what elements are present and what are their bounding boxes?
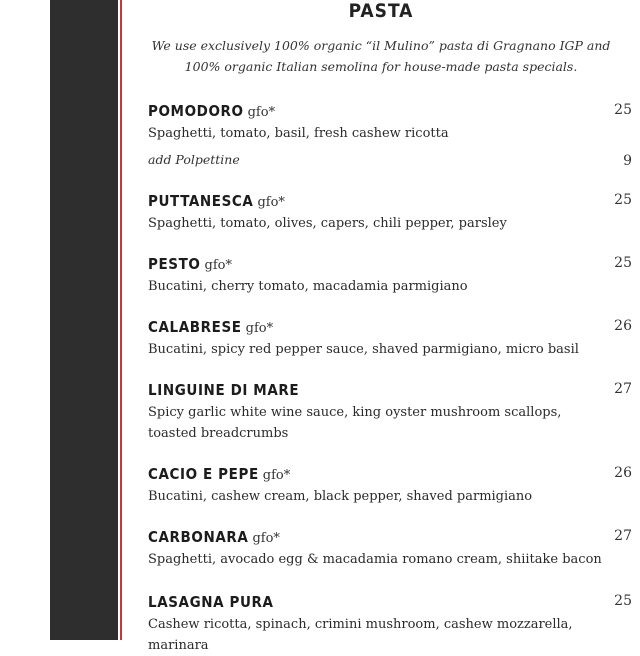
menu-item-puttanesca bbox=[148, 191, 632, 234]
menu-item-linguine-di-mare bbox=[148, 380, 632, 444]
item-name: LINGUINE DI MARE bbox=[148, 381, 300, 399]
menu-item-lasagna-pura bbox=[148, 592, 632, 656]
item-description: Cashew ricotta, spinach, crimini mushroom, cashew mozzarella, marinara bbox=[148, 617, 573, 653]
item-price: 25 bbox=[614, 593, 632, 609]
menu-page bbox=[122, 0, 640, 653]
item-price: 27 bbox=[614, 528, 632, 544]
item-description: Bucatini, spicy red pepper sauce, shaved parmigiano, micro basil bbox=[148, 342, 579, 357]
intro-line-2: 100% organic Italian semolina for house-made pasta specials. bbox=[184, 59, 578, 74]
item-name: CALABRESE bbox=[148, 318, 242, 336]
item-tag: gfo* bbox=[262, 468, 291, 483]
item-price: 26 bbox=[614, 465, 632, 481]
menu-item-cacio-e-pepe bbox=[148, 464, 632, 507]
addon-price: 9 bbox=[623, 153, 632, 169]
item-price: 25 bbox=[614, 102, 632, 118]
item-description: Bucatini, cherry tomato, macadamia parmigiano bbox=[148, 279, 468, 294]
item-name: LASAGNA PURA bbox=[148, 593, 274, 611]
item-name: PESTO bbox=[148, 255, 201, 273]
item-price: 27 bbox=[614, 381, 632, 397]
section-title: PASTA bbox=[348, 0, 414, 22]
menu-item-pomodoro bbox=[148, 101, 632, 174]
item-name: CARBONARA bbox=[148, 528, 249, 546]
item-tag: gfo* bbox=[247, 105, 276, 120]
item-addon bbox=[148, 152, 632, 174]
page-margin bbox=[0, 0, 50, 640]
item-price: 25 bbox=[614, 255, 632, 271]
dark-side-band bbox=[50, 0, 118, 640]
item-description: Bucatini, cashew cream, black pepper, shaved parmigiano bbox=[148, 489, 533, 504]
item-description: Spaghetti, tomato, olives, capers, chili pepper, parsley bbox=[148, 216, 507, 231]
menu-item-carbonara bbox=[148, 527, 632, 570]
item-tag: gfo* bbox=[257, 195, 285, 210]
intro-line-1: We use exclusively 100% organic “il Mulino” pasta di Gragnano IGP and bbox=[151, 38, 611, 53]
item-description-cont: toasted breadcrumbs bbox=[148, 426, 289, 441]
section-intro bbox=[122, 35, 640, 77]
item-description: Spicy garlic white wine sauce, king oyster mushroom scallops, bbox=[148, 405, 562, 420]
item-price: 26 bbox=[614, 318, 632, 334]
item-tag: gfo* bbox=[252, 531, 280, 546]
item-name: POMODORO bbox=[148, 102, 244, 120]
item-tag: gfo* bbox=[245, 321, 274, 336]
item-description: Spaghetti, avocado egg & macadamia romano cream, shiitake bacon bbox=[148, 552, 602, 567]
item-price: 25 bbox=[614, 192, 632, 208]
addon-label: add Polpettine bbox=[148, 152, 240, 167]
menu-item-calabrese bbox=[148, 317, 632, 360]
item-name: PUTTANESCA bbox=[148, 192, 254, 210]
item-tag: gfo* bbox=[204, 258, 232, 273]
menu-item-pesto bbox=[148, 254, 632, 297]
item-name: CACIO E PEPE bbox=[148, 465, 259, 483]
item-description: Spaghetti, tomato, basil, fresh cashew ricotta bbox=[148, 126, 449, 141]
